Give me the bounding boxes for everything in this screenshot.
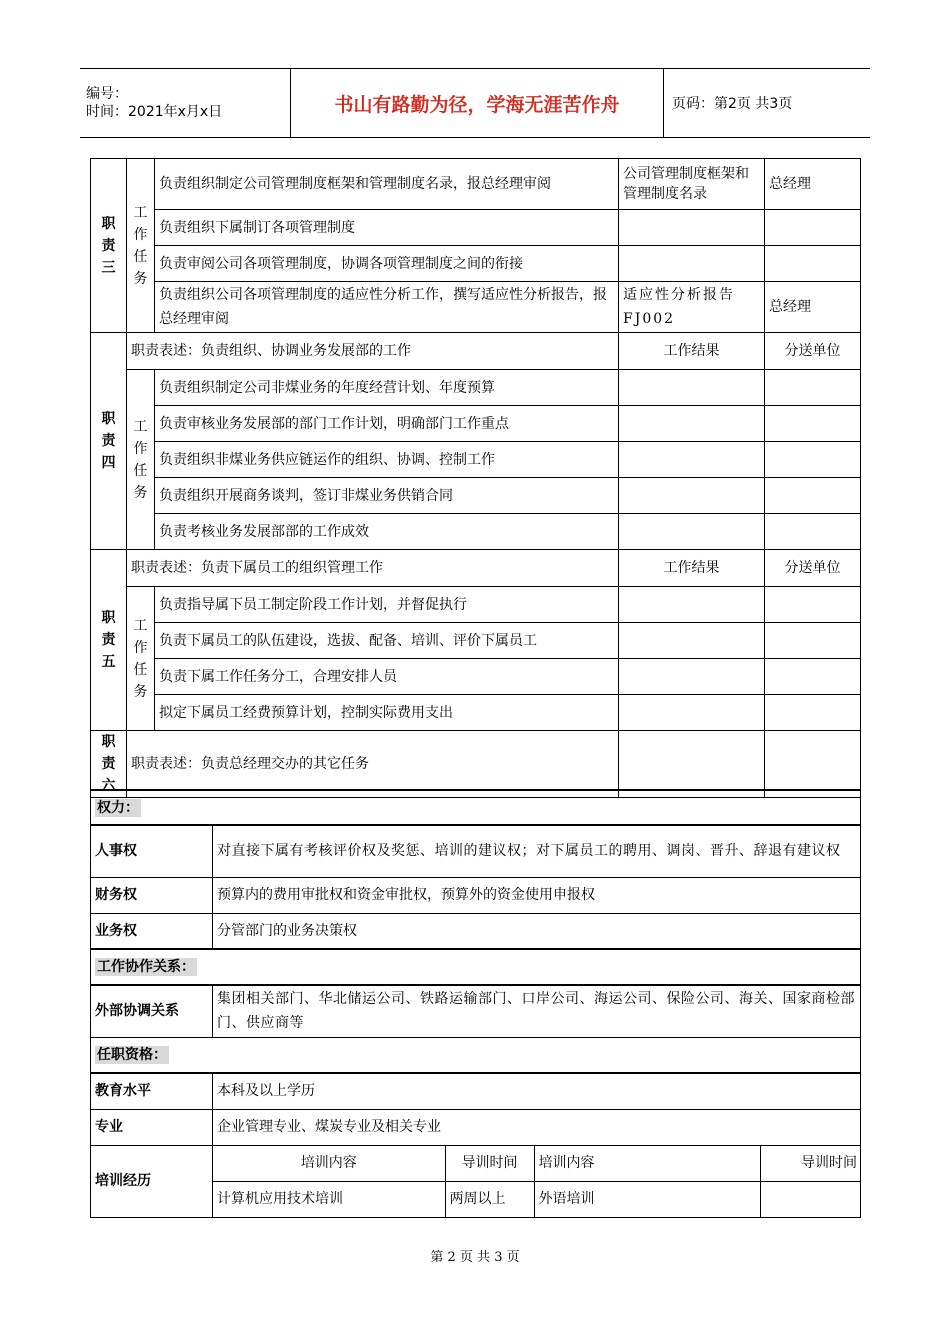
- training-table: [213, 1146, 861, 1217]
- qualification-title: 任职资格：: [91, 1037, 861, 1073]
- education-label: 教育水平: [91, 1073, 213, 1109]
- duty3-task-4: 负责组织公司各项管理制度的适应性分析工作，撰写适应性分析报告，报总经理审阅: [155, 282, 619, 333]
- duty5-task-1: 负责指导属下员工制定阶段工作计划，并督促执行: [155, 587, 619, 623]
- header-page-number: 页码：第2页 共3页: [664, 69, 871, 138]
- duty4-result-1: [619, 370, 765, 406]
- duty3-dest-4: 总经理: [765, 282, 861, 333]
- document-number-label: 编号：: [86, 86, 128, 102]
- duty4-result-header: 工作结果: [619, 333, 765, 370]
- training-content-1: 计算机应用技术培训: [213, 1182, 445, 1217]
- duty4-result-2: [619, 406, 765, 442]
- duty3-task-1: 负责组织制定公司管理制度框架和管理制度名录，报总经理审阅: [155, 159, 619, 210]
- power-personnel-desc: 对直接下属有考核评价权及奖惩、培训的建议权；对下属员工的聘用、调岗、晋升、辞退有建议权: [213, 825, 861, 877]
- power-finance-desc: 预算内的费用审批权和资金审批权，预算外的资金使用申报权: [213, 877, 861, 913]
- power-title: 权力：: [91, 790, 861, 825]
- duty6-label: 职 责 六: [91, 731, 127, 798]
- power-personnel-label: 人事权: [91, 825, 213, 877]
- duty5-statement: 职责表述：负责下属员工的组织管理工作: [127, 550, 619, 587]
- duty5-dest-3: [765, 659, 861, 695]
- duty6-statement: 职责表述：负责总经理交办的其它任务: [127, 731, 619, 798]
- duty3-dest-2: [765, 210, 861, 246]
- duty5-task-4: 拟定下属员工经费预算计划，控制实际费用支出: [155, 695, 619, 731]
- duty5-task-2: 负责下属员工的队伍建设，选拔、配备、培训、评价下属员工: [155, 623, 619, 659]
- duty4-task-3: 负责组织非煤业务供应链运作的组织、协调、控制工作: [155, 442, 619, 478]
- duty5-result-4: [619, 695, 765, 731]
- duty5-result-header: 工作结果: [619, 550, 765, 587]
- training-header-content-2: 培训内容: [534, 1146, 760, 1182]
- major-value: 企业管理专业、煤炭专业及相关专业: [213, 1109, 861, 1145]
- power-finance-label: 财务权: [91, 877, 213, 913]
- training-header-time-2: 导训时间: [760, 1146, 861, 1182]
- duty4-task-4: 负责组织开展商务谈判，签订非煤业务供销合同: [155, 478, 619, 514]
- training-time-2: [760, 1182, 861, 1217]
- duty5-dest-1: [765, 587, 861, 623]
- cooperation-external-desc: 集团相关部门、华北储运公司、铁路运输部门、口岸公司、海运公司、保险公司、海关、国家商检部门、供应商等: [213, 985, 861, 1037]
- education-value: 本科及以上学历: [213, 1073, 861, 1109]
- duty5-task-label: 工 作 任 务: [127, 587, 155, 731]
- duty4-task-label: 工 作 任 务: [127, 370, 155, 550]
- duty3-result-4: 适应性分析报告FJ002: [619, 282, 765, 333]
- duty4-dest-3: [765, 442, 861, 478]
- page-header: [80, 68, 870, 138]
- training-cell: [213, 1145, 861, 1217]
- duty5-dest-header: 分送单位: [765, 550, 861, 587]
- duty3-dest-1: 总经理: [765, 159, 861, 210]
- document-date-label: 时间：2021年x月x日: [86, 104, 223, 120]
- training-header-content-1: 培训内容: [213, 1146, 445, 1182]
- duty3-task-3: 负责审阅公司各项管理制度，协调各项管理制度之间的衔接: [155, 246, 619, 282]
- duty4-dest-5: [765, 514, 861, 550]
- duty5-result-2: [619, 623, 765, 659]
- duty5-result-1: [619, 587, 765, 623]
- duty3-task-label: 工 作 任 务: [127, 159, 155, 333]
- duty3-task-2: 负责组织下属制订各项管理制度: [155, 210, 619, 246]
- duty6-result: [619, 731, 765, 798]
- duty5-task-3: 负责下属工作任务分工，合理安排人员: [155, 659, 619, 695]
- duty5-label: 职 责 五: [91, 550, 127, 731]
- duty4-result-3: [619, 442, 765, 478]
- page-footer: 第 2 页 共 3 页: [430, 1250, 520, 1265]
- duty4-result-4: [619, 478, 765, 514]
- duty4-label: 职 责 四: [91, 333, 127, 550]
- training-label: 培训经历: [91, 1145, 213, 1217]
- duty4-task-5: 负责考核业务发展部部的工作成效: [155, 514, 619, 550]
- duty4-dest-4: [765, 478, 861, 514]
- header-meta: [80, 69, 291, 138]
- duties-table: [90, 158, 861, 798]
- duty3-result-3: [619, 246, 765, 282]
- duty4-statement: 职责表述：负责组织、协调业务发展部的工作: [127, 333, 619, 370]
- duty3-label: 职 责 三: [91, 159, 127, 333]
- duty4-dest-1: [765, 370, 861, 406]
- power-section: [90, 789, 861, 1218]
- cooperation-external-label: 外部协调关系: [91, 985, 213, 1037]
- major-label: 专业: [91, 1109, 213, 1145]
- duty3-dest-3: [765, 246, 861, 282]
- power-business-label: 业务权: [91, 913, 213, 949]
- duty5-result-3: [619, 659, 765, 695]
- duty4-result-5: [619, 514, 765, 550]
- training-content-2: 外语培训: [534, 1182, 760, 1217]
- training-header-time-1: 导训时间: [445, 1146, 534, 1182]
- training-time-1: 两周以上: [445, 1182, 534, 1217]
- duty6-dest: [765, 731, 861, 798]
- cooperation-title: 工作协作关系：: [91, 949, 861, 985]
- duty3-result-1: 公司管理制度框架和管理制度名录: [619, 159, 765, 210]
- duty5-dest-4: [765, 695, 861, 731]
- duty4-dest-header: 分送单位: [765, 333, 861, 370]
- duty4-task-1: 负责组织制定公司非煤业务的年度经营计划、年度预算: [155, 370, 619, 406]
- duty4-task-2: 负责审核业务发展部的部门工作计划，明确部门工作重点: [155, 406, 619, 442]
- power-business-desc: 分管部门的业务决策权: [213, 913, 861, 949]
- header-motto: 书山有路勤为径，学海无涯苦作舟: [291, 69, 664, 138]
- duty4-dest-2: [765, 406, 861, 442]
- duty5-dest-2: [765, 623, 861, 659]
- duty3-result-2: [619, 210, 765, 246]
